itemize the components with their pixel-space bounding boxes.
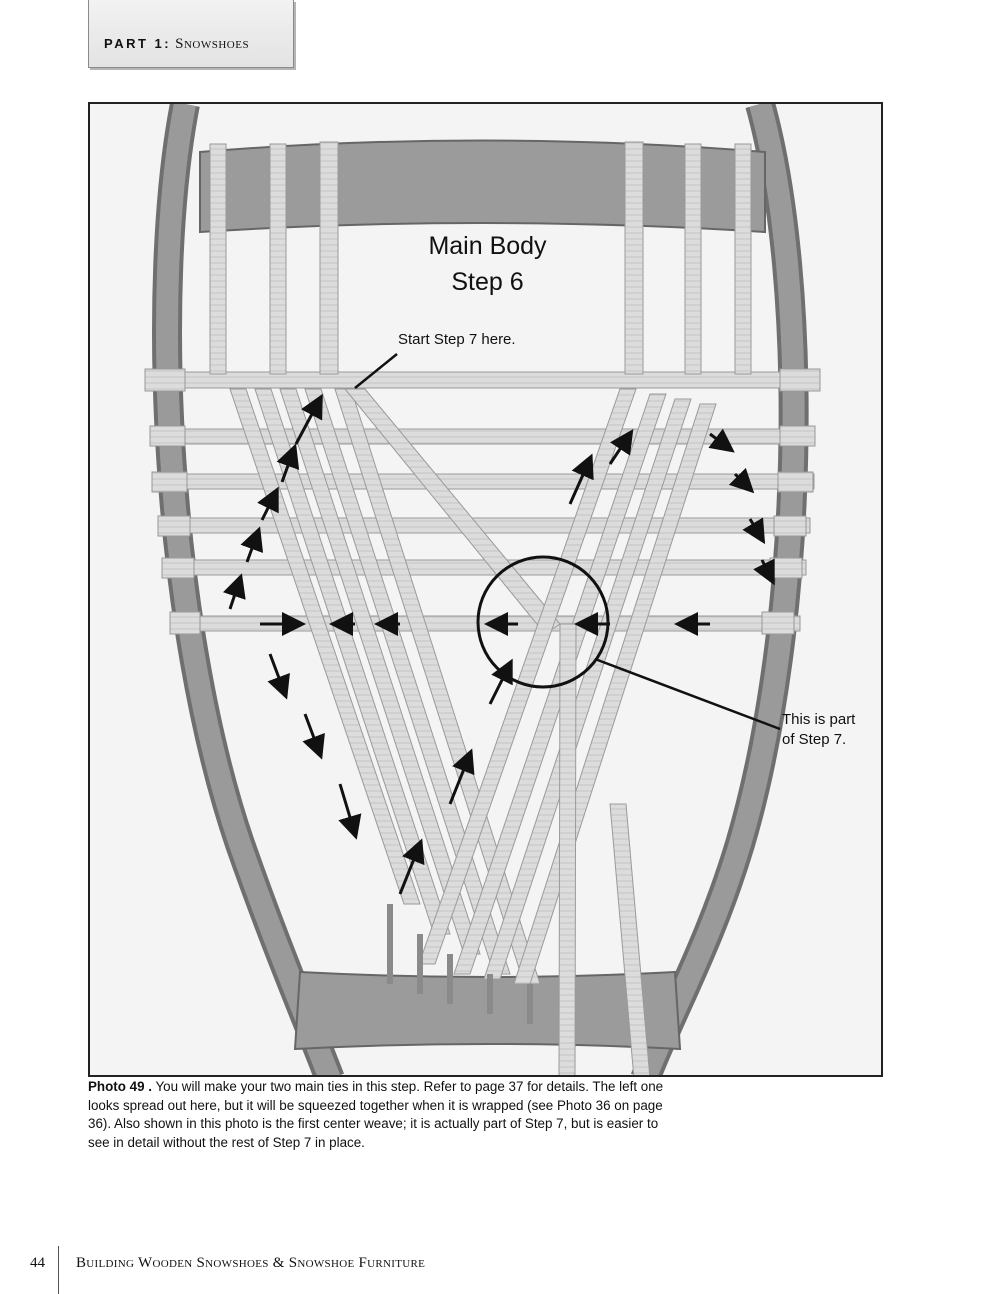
running-header-tab [88,0,294,68]
part-label: PART 1: [104,36,172,51]
caption-label: Photo 49 . [88,1079,152,1094]
snowshoe-lacing-photo [88,102,883,1077]
section-title: Snowshoes [175,36,250,52]
start-step7-callout: Start Step 7 here. [398,331,516,348]
part-of-step7-line1: This is part [782,711,856,728]
book-title: Building Wooden Snowshoes & Snowshoe Furniture [76,1255,426,1271]
step-title [400,228,575,300]
photo-caption [88,1078,668,1152]
step-title-line1: Main Body [428,232,547,260]
part-of-step7-line2: of Step 7. [782,731,847,748]
running-header [104,36,249,53]
part-of-step7-callout [782,710,855,750]
caption-text: You will make your two main ties in this step. Refer to page 37 for details. The left one looks spread out here, but it will be squeezed together when it is wrapped (see Photo 36 on page 36). Also shown in this photo is the first center weave; it is actually part of Step 7, but is easier to see in detail without the rest of Step 7 in place. [88,1079,664,1150]
page-number: 44 [30,1255,45,1271]
footer-divider [58,1246,59,1294]
step-title-line2: Step 6 [451,268,524,296]
